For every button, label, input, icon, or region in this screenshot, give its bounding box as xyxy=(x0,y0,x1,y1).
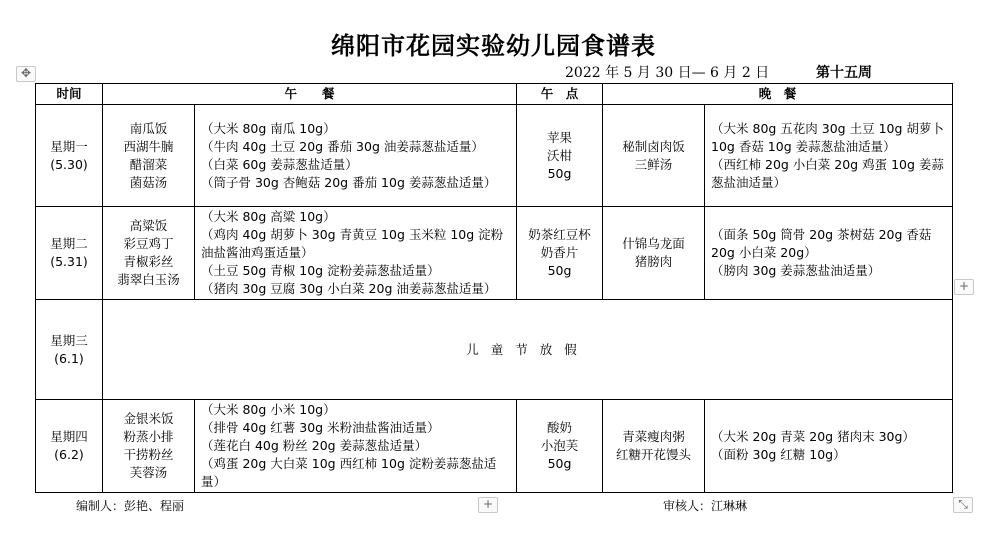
reviewer-label: 审核人：江琳琳 xyxy=(663,499,748,513)
day-date: (5.30) xyxy=(50,156,88,172)
editor-label: 编制人：彭艳、程丽 xyxy=(76,499,185,513)
ingredient-line: （大米 80g 南瓜 10g） xyxy=(201,120,336,136)
dinner-ingredients xyxy=(705,105,953,207)
snack-item: 奶香片 xyxy=(540,245,579,260)
dish: 彩豆鸡丁 xyxy=(123,236,174,251)
ingredient-line: （莲花白 40g 粉丝 20g 姜蒜葱盐适量） xyxy=(201,438,428,453)
col-time: 时间 xyxy=(36,84,103,105)
snack-item: 酸奶 xyxy=(547,420,573,435)
snack-item: 奶茶红豆杯 xyxy=(528,227,591,242)
dinner-dishes xyxy=(603,207,705,300)
table-row xyxy=(36,105,953,207)
dish: 什锦乌龙面 xyxy=(622,236,685,251)
ingredient-line: （筒子骨 30g 杏鲍菇 20g 番茄 10g 姜蒜葱盐适量） xyxy=(201,174,497,190)
snack-cell xyxy=(517,105,603,207)
table-row xyxy=(36,400,953,493)
day-name: 星期四 xyxy=(50,429,88,444)
dish: 猪膀肉 xyxy=(634,254,673,269)
day-cell xyxy=(36,105,103,207)
snack-item: 沃柑 xyxy=(547,147,573,163)
ingredient-line: （鸡肉 40g 胡萝卜 30g 青黄豆 10g 玉米粒 10g 淀粉油盐酱油鸡蛋适量） xyxy=(201,227,504,260)
week-label: 第十五周 xyxy=(816,65,872,81)
dinner-ingredients xyxy=(705,207,953,300)
table-row xyxy=(36,300,953,400)
dish: 西湖牛腩 xyxy=(123,138,174,154)
move-icon[interactable]: ✥ xyxy=(16,66,36,82)
dish: 干捞粉丝 xyxy=(123,447,174,462)
col-lunch: 午 餐 xyxy=(103,84,517,105)
snack-amount: 50g xyxy=(547,263,572,278)
page-title: 绵阳市花园实验幼儿园食谱表 xyxy=(331,32,656,60)
dish: 青菜瘦肉粥 xyxy=(622,429,685,444)
dish: 南瓜饭 xyxy=(129,120,168,136)
dinner-ingredients xyxy=(705,400,953,493)
snack-cell xyxy=(517,400,603,493)
day-name: 星期三 xyxy=(50,332,88,348)
day-cell xyxy=(36,207,103,300)
ingredient-line: （排骨 40g 红薯 30g 米粉油盐酱油适量） xyxy=(201,420,440,435)
ingredient-line: （土豆 50g 青椒 10g 淀粉姜蒜葱盐适量） xyxy=(201,263,440,278)
dish: 金银米饭 xyxy=(123,411,174,426)
ingredient-line: （膀肉 30g 姜蒜葱盐油适量） xyxy=(711,263,881,278)
day-date: (5.31) xyxy=(50,254,88,269)
snack-cell xyxy=(517,207,603,300)
day-cell xyxy=(36,400,103,493)
holiday-notice: 儿童节放假 xyxy=(103,300,953,400)
dish: 秘制卤肉饭 xyxy=(622,138,685,154)
menu-table xyxy=(35,83,953,493)
col-snack: 午 点 xyxy=(517,84,603,105)
dish: 高粱饭 xyxy=(129,218,168,233)
lunch-ingredients xyxy=(195,400,517,493)
ingredient-line: （面粉 30g 红糖 10g） xyxy=(711,447,846,462)
dish: 青椒彩丝 xyxy=(123,254,174,269)
lunch-dishes xyxy=(103,105,195,207)
add-column-plus-icon[interactable]: + xyxy=(954,279,974,295)
day-date: (6.1) xyxy=(54,350,84,366)
col-dinner: 晚 餐 xyxy=(603,84,953,105)
ingredient-line: （大米 80g 五花肉 30g 土豆 10g 胡萝卜 10g 香菇 10g 姜蒜葱盐油适量） xyxy=(711,120,944,154)
ingredient-line: （猪肉 30g 豆腐 30g 小白菜 20g 油姜蒜葱盐适量） xyxy=(201,281,497,296)
day-name: 星期二 xyxy=(50,236,88,251)
dish: 翡翠白玉汤 xyxy=(117,272,180,287)
ingredient-line: （牛肉 40g 土豆 20g 番茄 30g 油姜蒜葱盐适量） xyxy=(201,138,484,154)
lunch-dishes xyxy=(103,400,195,493)
snack-amount: 50g xyxy=(547,456,572,471)
snack-amount: 50g xyxy=(547,165,572,181)
lunch-ingredients xyxy=(195,105,517,207)
dish: 三鲜汤 xyxy=(634,156,673,172)
ingredient-line: （鸡蛋 20g 大白菜 10g 西红柿 10g 淀粉姜蒜葱盐适量） xyxy=(201,456,497,489)
dish: 醋溜菜 xyxy=(129,156,168,172)
table-row xyxy=(36,207,953,300)
dish: 菌菇汤 xyxy=(129,174,168,190)
dinner-dishes xyxy=(603,400,705,493)
day-cell xyxy=(36,300,103,400)
resize-icon[interactable]: ⤡ xyxy=(953,497,973,513)
dish: 红糖开花馒头 xyxy=(616,447,692,462)
ingredient-line: （大米 80g 高粱 10g） xyxy=(201,209,336,224)
ingredient-line: （大米 80g 小米 10g） xyxy=(201,402,336,417)
ingredient-line: （大米 20g 青菜 20g 猪肉末 30g） xyxy=(711,429,915,444)
ingredient-line: （白菜 60g 姜蒜葱盐适量） xyxy=(201,156,358,172)
day-name: 星期一 xyxy=(50,138,88,154)
snack-item: 苹果 xyxy=(547,129,573,145)
snack-item: 小泡芙 xyxy=(540,438,579,453)
ingredient-line: （面条 50g 筒骨 20g 茶树菇 20g 香菇 20g 小白菜 20g） xyxy=(711,227,932,260)
ingredient-line: （西红柿 20g 小白菜 20g 鸡蛋 10g 姜蒜葱盐油适量） xyxy=(711,156,944,190)
header-row xyxy=(36,84,953,105)
dish: 粉蒸小排 xyxy=(123,429,174,444)
add-row-plus-icon[interactable]: + xyxy=(478,497,498,513)
lunch-dishes xyxy=(103,207,195,300)
dinner-dishes xyxy=(603,105,705,207)
lunch-ingredients xyxy=(195,207,517,300)
date-range: 2022 年 5 月 30 日— 6 月 2 日 xyxy=(565,65,770,81)
day-date: (6.2) xyxy=(54,447,84,462)
dish: 芙蓉汤 xyxy=(129,465,168,480)
